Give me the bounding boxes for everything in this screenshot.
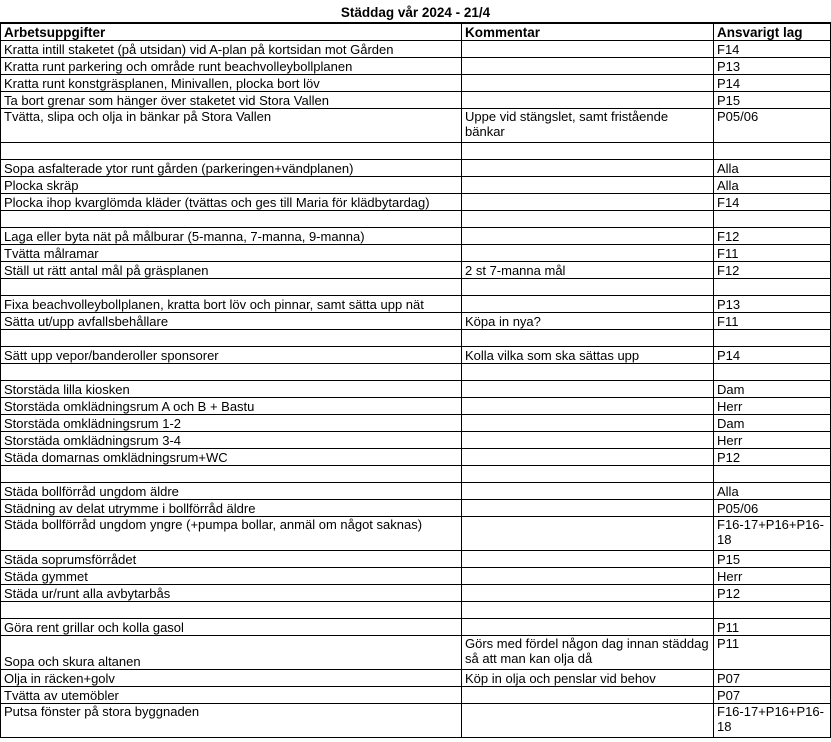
table-row	[1, 194, 831, 211]
team-cell[interactable]	[714, 330, 831, 347]
comment-cell[interactable]: Köp in olja och penslar vid behov	[462, 670, 714, 687]
comment-cell[interactable]	[462, 160, 714, 177]
comment-cell[interactable]: Uppe vid stängslet, samt fristående bänkar	[462, 109, 714, 143]
table-row	[1, 704, 831, 738]
table-row	[1, 466, 831, 483]
team-cell[interactable]: P12	[714, 585, 831, 602]
task-cell[interactable]: Tvätta av utemöbler	[1, 687, 462, 704]
comment-cell[interactable]	[462, 619, 714, 636]
team-cell[interactable]	[714, 279, 831, 296]
table-row	[1, 364, 831, 381]
team-cell[interactable]: P05/06	[714, 109, 831, 143]
task-cell[interactable]: Plocka ihop kvarglömda kläder (tvättas och ges till Maria för klädbytardag)	[1, 194, 462, 211]
task-cell[interactable]: Städa ur/runt alla avbytarbås	[1, 585, 462, 602]
team-cell[interactable]: P12	[714, 449, 831, 466]
team-cell[interactable]: P13	[714, 296, 831, 313]
table-row	[1, 449, 831, 466]
team-cell[interactable]	[714, 143, 831, 160]
task-cell[interactable]: Fixa beachvolleybollplanen, kratta bort löv och pinnar, samt sätta upp nät	[1, 296, 462, 313]
task-cell[interactable]: Städa soprumsförrådet	[1, 551, 462, 568]
task-cell[interactable]: Städa bollförråd ungdom yngre (+pumpa bollar, anmäl om något saknas)	[1, 517, 462, 551]
team-cell[interactable]: F14	[714, 41, 831, 58]
table-row	[1, 602, 831, 619]
comment-cell[interactable]	[462, 704, 714, 738]
team-cell[interactable]: P14	[714, 75, 831, 92]
team-cell[interactable]: Dam	[714, 381, 831, 398]
team-cell[interactable]: P07	[714, 687, 831, 704]
comment-cell[interactable]	[462, 466, 714, 483]
team-cell[interactable]: Alla	[714, 160, 831, 177]
comment-cell[interactable]: Görs med fördel någon dag innan städdag så att man kan olja då	[462, 636, 714, 670]
team-cell[interactable]	[714, 364, 831, 381]
team-cell[interactable]: F16-17+P16+P16-18	[714, 517, 831, 551]
table-row	[1, 551, 831, 568]
team-cell[interactable]: P07	[714, 670, 831, 687]
team-cell[interactable]: F14	[714, 194, 831, 211]
team-cell[interactable]: P15	[714, 92, 831, 109]
task-cell[interactable]	[1, 143, 462, 160]
task-cell[interactable]: Storstäda lilla kiosken	[1, 381, 462, 398]
team-cell[interactable]: Alla	[714, 177, 831, 194]
title-row	[0, 0, 831, 23]
table-row	[1, 636, 831, 670]
task-cell[interactable]: Kratta runt parkering och område runt beachvolleybollplanen	[1, 58, 462, 75]
comment-cell[interactable]	[462, 245, 714, 262]
task-cell[interactable]: Kratta runt konstgräsplanen, Minivallen, plocka bort löv	[1, 75, 462, 92]
team-cell[interactable]: P11	[714, 619, 831, 636]
team-cell[interactable]	[714, 602, 831, 619]
team-cell[interactable]	[714, 466, 831, 483]
header-task[interactable]: Arbetsuppgifter	[1, 24, 462, 41]
task-cell[interactable]: Laga eller byta nät på målburar (5-manna, 7-manna, 9-manna)	[1, 228, 462, 245]
comment-cell[interactable]	[462, 177, 714, 194]
team-cell[interactable]: P11	[714, 636, 831, 670]
comment-cell[interactable]	[462, 364, 714, 381]
task-cell[interactable]: Göra rent grillar och kolla gasol	[1, 619, 462, 636]
comment-cell[interactable]	[462, 143, 714, 160]
table-row	[1, 92, 831, 109]
table-row	[1, 517, 831, 551]
table-row	[1, 58, 831, 75]
comment-cell[interactable]	[462, 551, 714, 568]
table-row	[1, 160, 831, 177]
task-cell[interactable]: Tvätta målramar	[1, 245, 462, 262]
comment-cell[interactable]	[462, 449, 714, 466]
task-cell[interactable]: Putsa fönster på stora byggnaden	[1, 704, 462, 738]
team-cell[interactable]: F16-17+P16+P16-18	[714, 704, 831, 738]
team-cell[interactable]: F12	[714, 228, 831, 245]
task-cell[interactable]	[1, 466, 462, 483]
header-comment[interactable]: Kommentar	[462, 24, 714, 41]
table-row	[1, 483, 831, 500]
comment-cell[interactable]	[462, 296, 714, 313]
table-row	[1, 619, 831, 636]
table-row	[1, 500, 831, 517]
task-cell[interactable]	[1, 364, 462, 381]
task-cell[interactable]: Olja in räcken+golv	[1, 670, 462, 687]
task-cell[interactable]: Städa domarnas omklädningsrum+WC	[1, 449, 462, 466]
table-row	[1, 568, 831, 585]
comment-cell[interactable]	[462, 381, 714, 398]
task-cell[interactable]: Sätta ut/upp avfallsbehållare	[1, 313, 462, 330]
task-cell[interactable]: Ställ ut rätt antal mål på gräsplanen	[1, 262, 462, 279]
table-row	[1, 313, 831, 330]
table-row	[1, 279, 831, 296]
sheet-title[interactable]: Städdag vår 2024 - 21/4	[340, 5, 491, 20]
table-row	[1, 109, 831, 143]
table-row	[1, 177, 831, 194]
table-row	[1, 432, 831, 449]
table-row	[1, 398, 831, 415]
task-cell[interactable]	[1, 211, 462, 228]
task-cell[interactable]: Städning av delat utrymme i bollförråd äldre	[1, 500, 462, 517]
comment-cell[interactable]	[462, 517, 714, 551]
task-cell[interactable]: Städa gymmet	[1, 568, 462, 585]
comment-cell[interactable]	[462, 41, 714, 58]
comment-cell[interactable]	[462, 75, 714, 92]
comment-cell[interactable]	[462, 398, 714, 415]
team-cell[interactable]: F11	[714, 245, 831, 262]
team-cell[interactable]	[714, 211, 831, 228]
team-cell[interactable]: Dam	[714, 415, 831, 432]
table-row	[1, 143, 831, 160]
task-cell[interactable]: Kratta intill staketet (på utsidan) vid A-plan på kortsidan mot Gården	[1, 41, 462, 58]
comment-cell[interactable]	[462, 92, 714, 109]
table-row	[1, 296, 831, 313]
table-row	[1, 347, 831, 364]
table-row	[1, 41, 831, 58]
comment-cell[interactable]	[462, 194, 714, 211]
comment-cell[interactable]	[462, 500, 714, 517]
task-cell[interactable]	[1, 602, 462, 619]
team-cell[interactable]: P13	[714, 58, 831, 75]
comment-cell[interactable]	[462, 330, 714, 347]
team-cell[interactable]: P14	[714, 347, 831, 364]
task-cell[interactable]: Storstäda omklädningsrum A och B + Bastu	[1, 398, 462, 415]
team-cell[interactable]: F12	[714, 262, 831, 279]
team-cell[interactable]: F11	[714, 313, 831, 330]
table-row	[1, 415, 831, 432]
team-cell[interactable]: Herr	[714, 432, 831, 449]
table-row	[1, 670, 831, 687]
comment-cell[interactable]	[462, 687, 714, 704]
team-cell[interactable]: Herr	[714, 398, 831, 415]
comment-cell[interactable]	[462, 279, 714, 296]
comment-cell[interactable]	[462, 415, 714, 432]
comment-cell[interactable]: Kolla vilka som ska sättas upp	[462, 347, 714, 364]
task-cell[interactable]: Sätt upp vepor/banderoller sponsorer	[1, 347, 462, 364]
task-cell[interactable]: Tvätta, slipa och olja in bänkar på Stora Vallen	[1, 109, 462, 143]
comment-cell[interactable]	[462, 58, 714, 75]
comment-cell[interactable]	[462, 483, 714, 500]
comment-cell[interactable]: 2 st 7-manna mål	[462, 262, 714, 279]
table-row	[1, 687, 831, 704]
table-row	[1, 75, 831, 92]
table-row	[1, 228, 831, 245]
table-row	[1, 245, 831, 262]
team-cell[interactable]: P15	[714, 551, 831, 568]
table-row	[1, 211, 831, 228]
comment-cell[interactable]	[462, 602, 714, 619]
task-cell[interactable]	[1, 330, 462, 347]
comment-cell[interactable]	[462, 211, 714, 228]
team-cell[interactable]: Herr	[714, 568, 831, 585]
comment-cell[interactable]: Köpa in nya?	[462, 313, 714, 330]
table-row	[1, 585, 831, 602]
comment-cell[interactable]	[462, 228, 714, 245]
comment-cell[interactable]	[462, 585, 714, 602]
task-cell[interactable]: Storstäda omklädningsrum 1-2	[1, 415, 462, 432]
task-cell[interactable]: Sopa asfalterade ytor runt gården (parkeringen+vändplanen)	[1, 160, 462, 177]
task-cell[interactable]	[1, 279, 462, 296]
team-cell[interactable]: P05/06	[714, 500, 831, 517]
task-cell[interactable]: Plocka skräp	[1, 177, 462, 194]
comment-cell[interactable]	[462, 432, 714, 449]
task-cell[interactable]: Städa bollförråd ungdom äldre	[1, 483, 462, 500]
task-cell[interactable]: Ta bort grenar som hänger över staketet vid Stora Vallen	[1, 92, 462, 109]
task-cell[interactable]: Storstäda omklädningsrum 3-4	[1, 432, 462, 449]
task-cell[interactable]: Sopa och skura altanen	[1, 636, 462, 670]
header-row	[1, 24, 831, 41]
comment-cell[interactable]	[462, 568, 714, 585]
team-cell[interactable]: Alla	[714, 483, 831, 500]
task-table	[0, 23, 831, 738]
header-team[interactable]: Ansvarigt lag	[714, 24, 831, 41]
table-row	[1, 381, 831, 398]
table-row	[1, 330, 831, 347]
table-row	[1, 262, 831, 279]
